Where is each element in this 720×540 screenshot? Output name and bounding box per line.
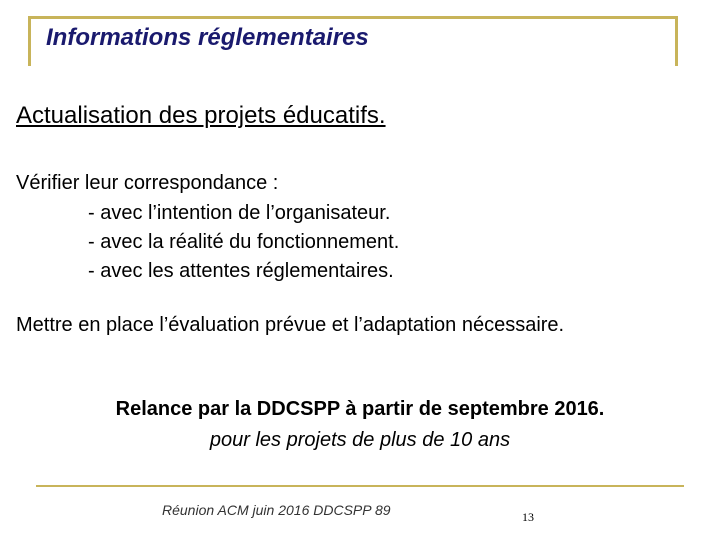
page-number: 13 (522, 510, 534, 524)
footer-divider (36, 485, 684, 487)
check-item: - avec l’intention de l’organisateur. (88, 202, 391, 224)
check-list (88, 199, 399, 286)
setup-text: Mettre en place l’évaluation prévue et l’adaptation nécessaire. (16, 314, 565, 336)
relance-subtext: pour les projets de plus de 10 ans (209, 429, 511, 451)
check-item: - avec la réalité du fonctionnement. (88, 231, 400, 253)
section-heading: Actualisation des projets éducatifs. (16, 102, 386, 129)
check-item: - avec les attentes réglementaires. (88, 260, 394, 282)
intro-text: Vérifier leur correspondance : (16, 172, 279, 194)
slide-title: Informations réglementaires (46, 24, 369, 51)
footer-text: Réunion ACM juin 2016 DDCSPP 89 (162, 502, 391, 518)
relance-text: Relance par la DDCSPP à partir de septembre 2016. (115, 398, 605, 420)
